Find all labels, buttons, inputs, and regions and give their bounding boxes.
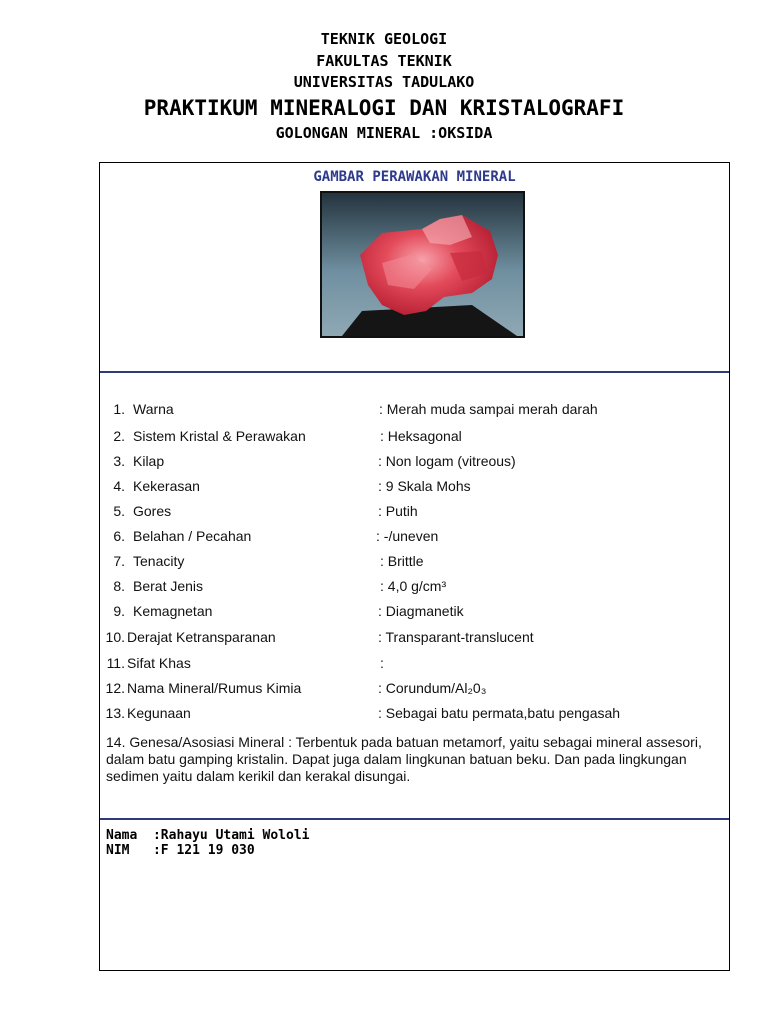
property-number: 3. <box>113 453 125 469</box>
property-label: Belahan / Pecahan <box>133 528 252 544</box>
property-value: : Merah muda sampai merah darah <box>379 401 598 417</box>
property-number: 2. <box>113 428 125 444</box>
property-value: : Brittle <box>380 553 424 569</box>
property-value: : Corundum/Al₂0₃ <box>378 680 487 696</box>
page-title: PRAKTIKUM MINERALOGI DAN KRISTALOGRAFI <box>143 96 625 120</box>
property-value: : Putih <box>378 503 418 519</box>
property-label: Derajat Ketransparanan <box>127 629 276 645</box>
header-university: UNIVERSITAS TADULAKO <box>293 73 475 91</box>
red-corundum-crystal-photo <box>322 193 523 336</box>
property-label: Kekerasan <box>133 478 200 494</box>
property-number: 5. <box>113 503 125 519</box>
header-faculty: FAKULTAS TEKNIK <box>316 52 452 70</box>
property-number: 6. <box>113 528 125 544</box>
property-label: Sistem Kristal & Perawakan <box>133 428 306 444</box>
property-number: 11. <box>106 655 125 671</box>
property-label: Berat Jenis <box>133 578 204 594</box>
student-name: Nama :Rahayu Utami Wololi <box>106 828 310 843</box>
photo-section-title: GAMBAR PERAWAKAN MINERAL <box>313 169 516 185</box>
property-value: : 4,0 g/cm³ <box>380 578 447 594</box>
student-nim: NIM :F 121 19 030 <box>106 843 255 858</box>
property-label: Gores <box>133 503 172 519</box>
section-divider <box>100 818 729 820</box>
property-label: Kilap <box>133 453 165 469</box>
property-value: : Sebagai batu permata,batu pengasah <box>378 705 621 721</box>
property-label: Kemagnetan <box>133 603 213 619</box>
property-label: Tenacity <box>133 553 185 569</box>
property-value: : Transparant-translucent <box>378 629 534 645</box>
property-number: 9. <box>113 603 125 619</box>
property-number: 10. <box>105 629 125 645</box>
header-department: TEKNIK GEOLOGI <box>320 30 448 48</box>
property-number: 4. <box>113 478 125 494</box>
property-value: : Non logam (vitreous) <box>378 453 516 469</box>
property-label: Kegunaan <box>127 705 191 721</box>
property-value: : Heksagonal <box>380 428 462 444</box>
property-number: 7. <box>113 553 125 569</box>
section-divider <box>100 371 729 373</box>
property-value: : <box>380 655 384 671</box>
property-label: Warna <box>133 401 174 417</box>
property-label: Sifat Khas <box>127 655 191 671</box>
property-value: : Diagmanetik <box>378 603 464 619</box>
property-number: 12. <box>105 680 125 696</box>
property-number: 8. <box>113 578 125 594</box>
property-number: 1. <box>113 401 125 417</box>
property-value: : -/uneven <box>376 528 439 544</box>
property-value: : 9 Skala Mohs <box>378 478 471 494</box>
genesis-paragraph: 14. Genesa/Asosiasi Mineral : Terbentuk pada batuan metamorf, yaitu sebagai mineral assesori, dalam batu gamping kristalin. Dapat juga dalam lingkunan batuan beku. Dan pada lingkungan sedimen yaitu dalam kerikil dan kerakal disungai. <box>106 734 702 784</box>
mineral-photo <box>320 191 525 338</box>
property-number: 13. <box>105 705 125 721</box>
property-label: Nama Mineral/Rumus Kimia <box>127 680 302 696</box>
page-subtitle: GOLONGAN MINERAL :OKSIDA <box>275 124 493 142</box>
